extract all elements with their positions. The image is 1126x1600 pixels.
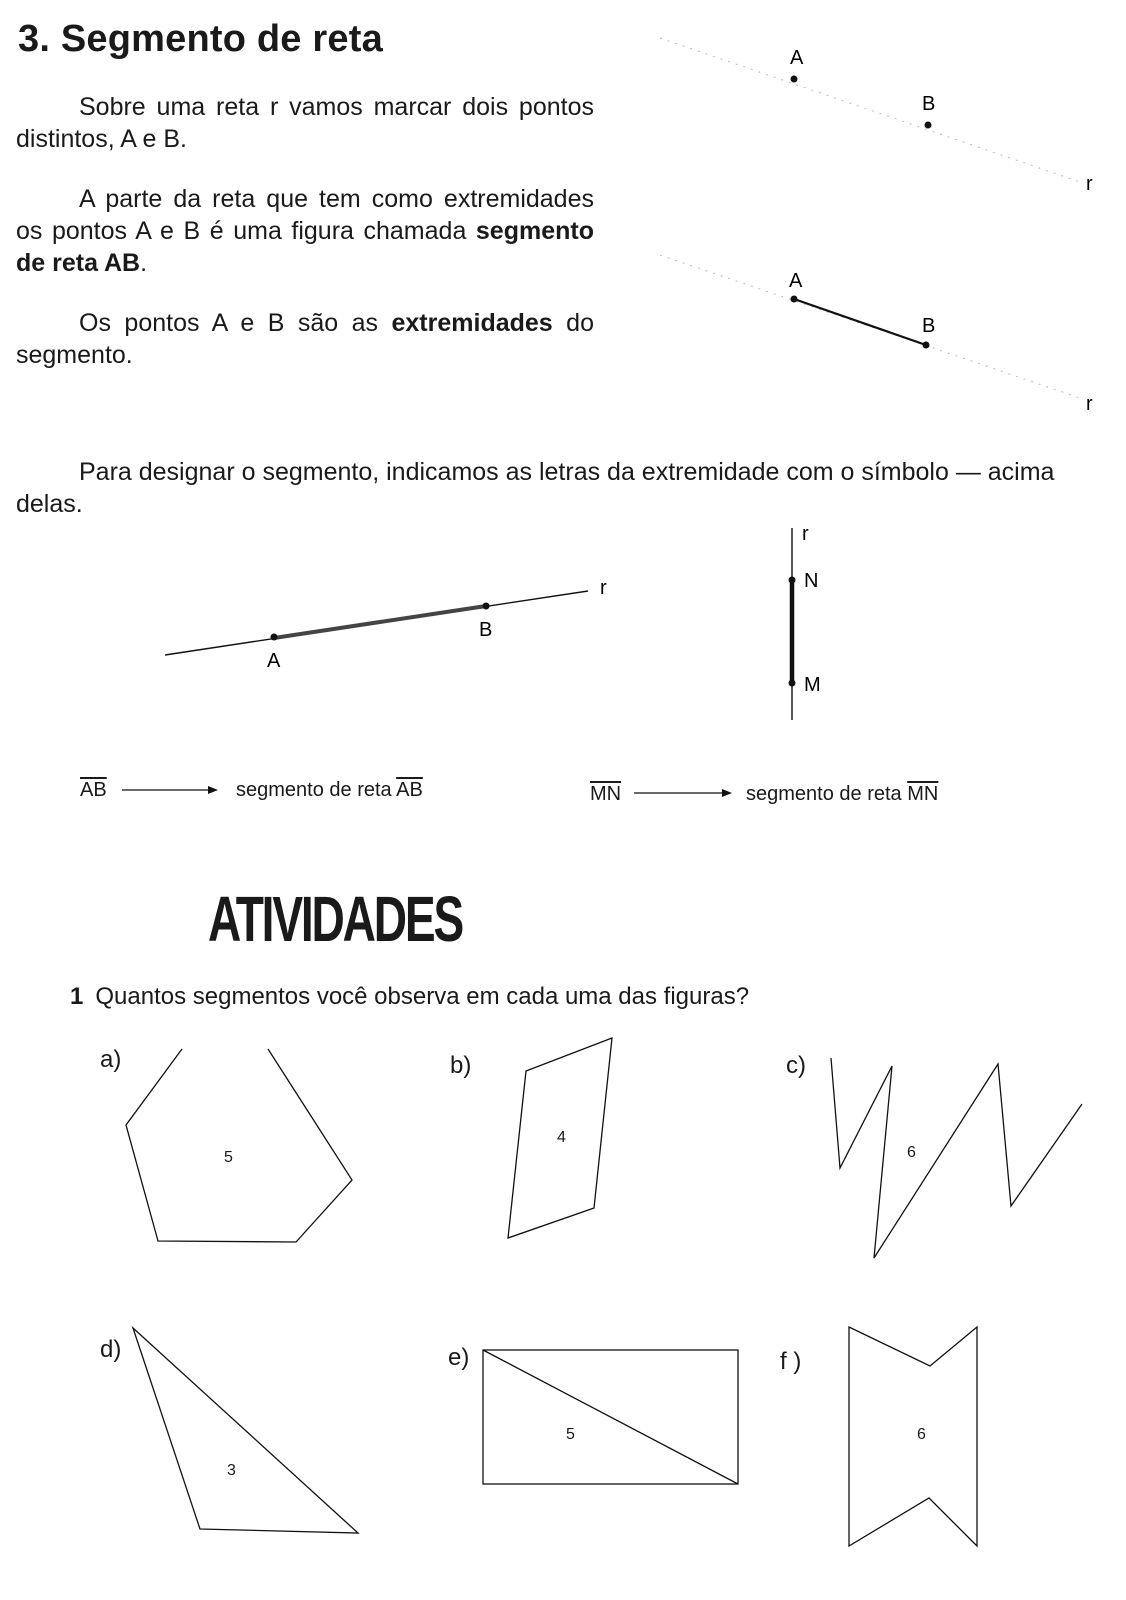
figure-d-label: d) [100, 1336, 122, 1363]
figure-d-answer: 3 [227, 1462, 236, 1479]
notation-mn-symbol: $\overline{MN}$ [590, 783, 622, 805]
figure-f [849, 1327, 977, 1546]
diagram-line-r-segment [165, 577, 607, 672]
paragraph-3: Os pontos A e B são as extremidades do segmento. [16, 309, 594, 369]
notation-arrows [122, 786, 732, 797]
segment-ab [274, 606, 486, 638]
figure-a [126, 1049, 352, 1242]
figure-c-label: c) [786, 1052, 806, 1079]
point-a-dot [791, 76, 798, 83]
figure-e-label: e) [448, 1344, 470, 1371]
figure-c [831, 1058, 1082, 1258]
point-a-label: A [789, 270, 803, 292]
term-segmento-de-reta: segmento de reta AB [16, 217, 594, 277]
figure-f-answer: 6 [917, 1426, 926, 1443]
paragraph-4: Para designar o segmento, indicamos as letras da extremidade com o símbolo — acima delas. [16, 458, 1055, 518]
diagram-points-on-line [660, 38, 1093, 195]
segment-ab [794, 299, 926, 345]
figure-e [483, 1350, 738, 1484]
line-r-label: r [600, 577, 607, 599]
paragraph-2: A parte da reta que tem como extremidades os pontos A e B é uma figura chamada segmento de reta AB. [16, 185, 594, 277]
figure-f-label: f ) [780, 1348, 802, 1375]
line-r-label: r [802, 523, 809, 545]
diagram-segment-ab [660, 255, 1093, 415]
notation-ab-symbol: $\overline{AB}$ [80, 779, 107, 801]
point-a-label: A [790, 47, 804, 69]
line-r-label: r [1086, 393, 1093, 415]
activities-title: ATIVIDADES [208, 883, 463, 955]
point-m-label: M [804, 674, 821, 696]
figure-b-label: b) [450, 1052, 472, 1079]
point-n-label: N [804, 570, 819, 592]
term-extremidades: extremidades [391, 309, 553, 337]
figure-b-answer: 4 [557, 1129, 566, 1146]
point-b-label: B [479, 619, 493, 641]
figure-c-answer: 6 [907, 1144, 916, 1161]
notation-mn-text: segmento de reta $\overline{MN}$ [746, 783, 939, 805]
question-1: 1 Quantos segmentos você observa em cada uma das figuras? [70, 983, 750, 1010]
point-b-label: B [922, 93, 936, 115]
point-b-dot [925, 122, 932, 129]
point-a-label: A [267, 650, 281, 672]
paragraph-1: Sobre uma reta r vamos marcar dois pontos distintos, A e B. [16, 93, 594, 153]
figure-a-answer: 5 [224, 1149, 233, 1166]
figure-d [133, 1328, 358, 1533]
arrow-mn-icon [722, 789, 732, 797]
notation-ab-text: segmento de reta $\overline{AB}$ [236, 779, 423, 801]
diagram-segment-mn [789, 523, 821, 720]
figure-a-label: a) [100, 1046, 122, 1073]
point-b-label: B [922, 315, 936, 337]
arrow-ab-icon [208, 786, 218, 794]
section-title: 3. Segmento de reta [18, 18, 383, 60]
line-r-label: r [1086, 173, 1093, 195]
figure-e-answer: 5 [566, 1426, 575, 1443]
